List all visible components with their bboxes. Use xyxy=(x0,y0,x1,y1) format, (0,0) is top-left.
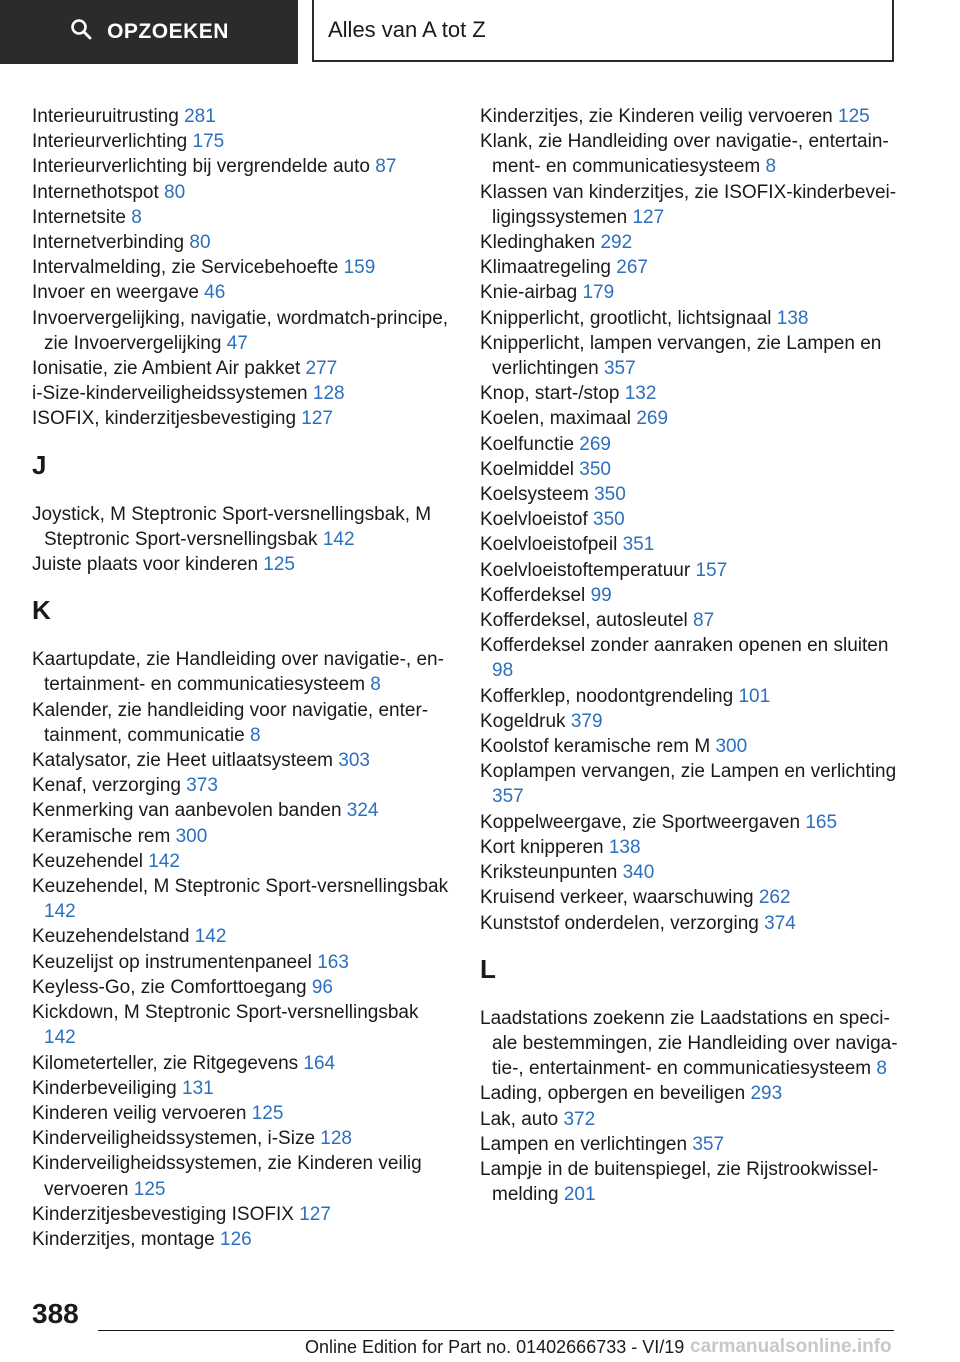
tab-label: Alles van A tot Z xyxy=(328,17,486,42)
index-entry xyxy=(480,608,900,633)
index-entry xyxy=(32,1227,452,1252)
index-entry-text: Kledinghaken xyxy=(480,232,596,254)
index-entry-text: Interieurverlichting xyxy=(32,131,188,153)
index-entry-text: ISOFIX, kinderzitjesbevestiging xyxy=(32,408,297,430)
index-entry-text: Kunststof onderdelen, verzorging xyxy=(480,912,759,934)
index-page-link[interactable]: 340 xyxy=(622,862,655,884)
index-entry xyxy=(480,306,900,331)
index-entry-text: Knipperlicht, grootlicht, lichtsignaal xyxy=(480,307,772,329)
index-entry xyxy=(32,1051,452,1076)
index-entry xyxy=(32,1126,452,1151)
index-entry-text: Keuzehendel xyxy=(32,850,143,872)
index-page-link[interactable]: 131 xyxy=(182,1077,214,1099)
index-entry xyxy=(480,759,900,809)
index-page-link[interactable]: 179 xyxy=(582,282,615,304)
edition-text: Online Edition for Part no. 01402666733 - VI/19 xyxy=(305,1337,685,1357)
index-entry-text: Koelmiddel xyxy=(480,458,574,480)
index-entry-text: Kinderzitjes, zie Kinderen veilig vervoeren xyxy=(480,106,833,127)
index-entry-text: Koppelweergave, zie Sportweergaven xyxy=(480,811,801,833)
index-page-link[interactable]: 281 xyxy=(184,106,216,127)
index-entry-text: Kinderveiligheidssystemen, i-Size xyxy=(32,1128,316,1150)
index-entry-text: Knop, start-/stop xyxy=(480,383,620,405)
index-entry-text: Kofferdeksel, autosleutel xyxy=(480,610,688,632)
index-entry xyxy=(32,255,452,280)
index-page-link[interactable]: 351 xyxy=(622,534,655,556)
index-page-link[interactable]: 267 xyxy=(616,257,648,279)
page-number: 388 xyxy=(32,1298,79,1329)
index-page-link[interactable]: 138 xyxy=(608,836,641,858)
index-entry xyxy=(480,1081,900,1106)
index-entry-text: Invoervergelijking, navigatie, wordmatch-principe, zie Invoervergelijking xyxy=(32,307,449,354)
index-entry-text: Klassen van kinderzitjes, zie ISOFIX-kinderbeveiligingssystemen xyxy=(480,181,897,228)
index-page-link[interactable]: 201 xyxy=(563,1184,596,1206)
index-entry-text: Koelsysteem xyxy=(480,484,589,506)
index-page-link[interactable]: 80 xyxy=(189,232,211,254)
index-page-link[interactable]: 142 xyxy=(44,1027,76,1049)
index-entry xyxy=(480,482,900,507)
index-page-link[interactable]: 277 xyxy=(305,358,338,380)
top-bar xyxy=(0,0,960,66)
index-entry xyxy=(32,698,452,748)
index-entry xyxy=(480,810,900,835)
index-page-link[interactable]: 357 xyxy=(692,1133,725,1155)
index-entry xyxy=(32,280,452,305)
index-entry-text: Kinderzitjes, montage xyxy=(32,1228,215,1250)
index-entry xyxy=(32,1202,452,1227)
index-page-link[interactable]: 132 xyxy=(624,383,657,405)
index-entry xyxy=(32,552,452,577)
index-entry-text: Kenmerking van aanbevolen banden xyxy=(32,800,342,822)
index-page-link[interactable]: 8 xyxy=(876,1058,887,1080)
index-page-link[interactable]: 300 xyxy=(715,736,748,758)
index-entry-text: Knipperlicht, lampen vervangen, zie Lampen en verlichtingen xyxy=(480,332,882,380)
index-entry-text: Kilometerteller, zie Ritgegevens xyxy=(32,1052,299,1074)
index-entry-text: Joystick, M Steptronic Sport-versnellingsbak, M Steptronic Sport-versnellingsbak xyxy=(32,503,432,550)
index-entry-text: Kinderen veilig vervoeren xyxy=(32,1102,247,1124)
index-entry xyxy=(480,709,900,734)
index-entry xyxy=(480,331,900,381)
index-entry xyxy=(480,406,900,431)
index-page-link[interactable]: 300 xyxy=(175,825,208,847)
index-entry-text: Lampje in de buitenspiegel, zie Rijstrookwisselmelding xyxy=(480,1158,879,1206)
index-entry-text: Ionisatie, zie Ambient Air pakket xyxy=(32,358,301,380)
tab-alles-van-a-tot-z[interactable] xyxy=(312,0,894,62)
index-page-link[interactable]: 80 xyxy=(164,181,186,203)
index-page-link[interactable]: 127 xyxy=(301,408,333,430)
index-entry xyxy=(480,1107,900,1132)
index-entry xyxy=(32,230,452,255)
index-entry xyxy=(32,306,452,356)
index-entry xyxy=(32,502,452,552)
index-entry-text: Koelvloeistofpeil xyxy=(480,534,618,556)
index-entry xyxy=(480,457,900,482)
index-page-link[interactable]: 127 xyxy=(632,206,665,228)
index-page-link[interactable]: 98 xyxy=(492,660,514,682)
index-entry xyxy=(480,860,900,885)
index-entry xyxy=(32,406,452,431)
index-entry xyxy=(480,129,900,179)
index-entry xyxy=(480,885,900,910)
index-entry xyxy=(480,633,900,683)
index-entry-text: Katalysator, zie Heet uitlaatsysteem xyxy=(32,750,333,772)
index-entry xyxy=(32,1151,452,1201)
index-entry xyxy=(32,924,452,949)
index-page-link[interactable]: 372 xyxy=(563,1108,596,1130)
index-entry-text: Internetsite xyxy=(32,206,126,228)
index-entry xyxy=(480,255,900,280)
index-page-link[interactable]: 128 xyxy=(320,1128,352,1150)
index-entry xyxy=(32,950,452,975)
search-button-label: OPZOEKEN xyxy=(107,20,229,43)
index-entry-text: Koelen, maximaal xyxy=(480,408,632,430)
index-entry-text: Keramische rem xyxy=(32,825,171,847)
index-entry-text: Kickdown, M Steptronic Sport-versnellingsbak xyxy=(32,1002,419,1024)
index-entry xyxy=(32,647,452,697)
index-page-link[interactable]: 269 xyxy=(579,433,611,455)
index-entry-text: Lampen en verlichtingen xyxy=(480,1133,688,1155)
index-page-link[interactable]: 175 xyxy=(192,131,225,153)
index-page-link[interactable]: 269 xyxy=(636,408,669,430)
index-letter-heading: K xyxy=(32,595,51,626)
index-page-link[interactable]: 293 xyxy=(750,1083,783,1105)
index-entry-text: Kofferdeksel xyxy=(480,584,586,606)
index-entry xyxy=(480,1006,900,1082)
index-page-link[interactable]: 46 xyxy=(204,282,226,304)
index-entry-text: Koplampen vervangen, zie Lampen en verlichting xyxy=(480,761,897,783)
index-entry xyxy=(32,748,452,773)
index-entry xyxy=(480,180,900,230)
index-entry xyxy=(32,1101,452,1126)
index-entry xyxy=(480,734,900,759)
index-page-link[interactable]: 164 xyxy=(303,1052,336,1074)
index-entry xyxy=(32,1076,452,1101)
index-page-link[interactable]: 87 xyxy=(375,156,397,178)
index-page-link[interactable]: 357 xyxy=(603,358,636,380)
search-icon xyxy=(69,17,93,47)
index-entry xyxy=(32,874,452,924)
index-page-link[interactable]: 142 xyxy=(44,901,76,923)
index-page-link[interactable]: 8 xyxy=(249,724,261,746)
search-button[interactable] xyxy=(0,0,298,64)
index-entry-text: Kenaf, verzorging xyxy=(32,775,181,797)
index-page-link[interactable]: 99 xyxy=(590,584,612,606)
index-entry xyxy=(32,381,452,406)
index-entry-text: Keyless-Go, zie Comforttoegang xyxy=(32,976,307,998)
index-page-link[interactable]: 373 xyxy=(186,775,218,797)
index-entry xyxy=(480,835,900,860)
index-page-link[interactable]: 350 xyxy=(579,458,611,480)
index-column-left xyxy=(32,104,452,1252)
index-page-link[interactable]: 142 xyxy=(148,850,180,872)
index-entry-text: Koelvloeistoftemperatuur xyxy=(480,559,691,581)
index-page-link[interactable]: 324 xyxy=(346,800,379,822)
index-entry xyxy=(480,911,900,936)
index-entry xyxy=(32,129,452,154)
index-entry-text: Laadstations zoekenn zie Laadstations en speciale bestemmingen, zie Handleiding over navigatie-, entertainment- en communicatiesysteem xyxy=(480,1007,898,1080)
index-letter-heading: L xyxy=(480,953,496,984)
index-entry xyxy=(480,432,900,457)
index-entry xyxy=(32,798,452,823)
index-entry xyxy=(480,583,900,608)
index-entry-text: Kinderbeveiliging xyxy=(32,1077,177,1099)
index-entry-text: Juiste plaats voor kinderen xyxy=(32,554,259,576)
index-page-link[interactable]: 374 xyxy=(764,912,796,934)
index-entry-text: Invoer en weergave xyxy=(32,282,199,304)
index-page-link[interactable]: 87 xyxy=(693,610,715,632)
index-page-link[interactable]: 47 xyxy=(226,332,248,354)
index-letter-heading: J xyxy=(32,449,47,480)
index-page-link[interactable]: 128 xyxy=(312,383,345,405)
index-entry-text: Kort knipperen xyxy=(480,836,604,858)
index-page-link[interactable]: 157 xyxy=(695,559,728,581)
index-page-link[interactable]: 125 xyxy=(838,106,870,127)
index-entry-text: Intervalmelding, zie Servicebehoefte xyxy=(32,257,339,279)
index-entry xyxy=(480,381,900,406)
index-page-link[interactable]: 142 xyxy=(194,926,227,948)
index-entry-text: Koolstof keramische rem M xyxy=(480,736,711,758)
index-page-link[interactable]: 126 xyxy=(220,1228,252,1250)
index-entry-text: Klimaatregeling xyxy=(480,257,611,279)
index-entry-text: Knie-airbag xyxy=(480,282,578,304)
index-page-link[interactable]: 303 xyxy=(338,750,370,772)
index-page-link[interactable]: 357 xyxy=(492,786,524,808)
index-entry-text: Lak, auto xyxy=(480,1108,559,1130)
index-entry xyxy=(480,532,900,557)
index-entry-text: Internetverbinding xyxy=(32,232,185,254)
index-entry xyxy=(32,104,452,129)
index-entry xyxy=(480,230,900,255)
index-entry xyxy=(32,975,452,1000)
index-page-link[interactable]: 125 xyxy=(263,554,295,576)
index-entry xyxy=(32,824,452,849)
index-page-link[interactable]: 165 xyxy=(805,811,838,833)
index-page-link[interactable]: 350 xyxy=(594,484,626,506)
index-entry xyxy=(32,356,452,381)
index-entry xyxy=(32,849,452,874)
index-entry-text: i-Size-kinderveiligheidssystemen xyxy=(32,383,308,405)
index-entry-text: Kofferdeksel zonder aanraken openen en sluiten xyxy=(480,635,889,657)
index-entry xyxy=(480,558,900,583)
index-page-link[interactable]: 163 xyxy=(317,951,349,973)
index-column-right xyxy=(480,104,900,1207)
index-page-link[interactable]: 96 xyxy=(311,976,333,998)
index-entry-text: Keuzelijst op instrumentenpaneel xyxy=(32,951,312,973)
index-entry xyxy=(32,1000,452,1050)
footer-divider xyxy=(98,1330,894,1331)
index-page-link[interactable]: 125 xyxy=(133,1178,166,1200)
index-page-link[interactable]: 125 xyxy=(251,1102,284,1124)
index-entry xyxy=(32,773,452,798)
watermark: carmanualsonline.info xyxy=(690,1336,892,1357)
index-entry xyxy=(480,1157,900,1207)
index-page-link[interactable]: 292 xyxy=(600,232,633,254)
index-entry-text: Kogeldruk xyxy=(480,710,566,732)
index-page-link[interactable]: 101 xyxy=(738,685,771,707)
index-entry-text: Kinderzitjesbevestiging ISOFIX xyxy=(32,1203,294,1225)
index-entry xyxy=(480,1132,900,1157)
index-page-link[interactable]: 379 xyxy=(570,710,603,732)
index-entry xyxy=(32,205,452,230)
index-page-link[interactable]: 8 xyxy=(370,674,381,696)
index-page-link[interactable]: 350 xyxy=(593,509,625,531)
index-page-link[interactable]: 159 xyxy=(343,257,376,279)
index-entry-text: Kruisend verkeer, waarschuwing xyxy=(480,887,754,909)
index-entry xyxy=(480,104,900,129)
index-page-link[interactable]: 142 xyxy=(322,528,355,550)
index-entry-text: Lading, opbergen en beveiligen xyxy=(480,1083,746,1105)
index-entry xyxy=(480,280,900,305)
index-page-link[interactable]: 8 xyxy=(131,206,142,228)
index-entry xyxy=(32,180,452,205)
index-entry-text: Interieuruitrusting xyxy=(32,106,179,127)
index-page-link[interactable]: 8 xyxy=(765,156,777,178)
index-page-link[interactable]: 138 xyxy=(776,307,809,329)
index-entry-text: Kalender, zie handleiding voor navigatie, entertainment, communicatie xyxy=(32,699,429,746)
index-entry-text: Interieurverlichting bij vergrendelde auto xyxy=(32,156,370,178)
index-entry-text: Koelfunctie xyxy=(480,433,575,455)
index-page-link[interactable]: 262 xyxy=(758,887,791,909)
index-entry-text: Kaartupdate, zie Handleiding over navigatie-, entertainment- en communicatiesysteem xyxy=(32,649,444,696)
index-entry xyxy=(480,507,900,532)
index-entry-text: Keuzehendelstand xyxy=(32,926,190,948)
index-entry-text: Klank, zie Handleiding over navigatie-, entertainment- en communicatiesysteem xyxy=(480,131,889,178)
index-entry-text: Keuzehendel, M Steptronic Sport-versnellingsbak xyxy=(32,876,449,898)
index-entry-text: Koelvloeistof xyxy=(480,509,588,531)
index-entry xyxy=(480,684,900,709)
index-entry-text: Kriksteunpunten xyxy=(480,862,618,884)
index-page-link[interactable]: 127 xyxy=(299,1203,331,1225)
index-entry-text: Kinderveiligheidssystemen, zie Kinderen veilig vervoeren xyxy=(32,1153,422,1200)
index-entry-text: Kofferklep, noodontgrendeling xyxy=(480,685,734,707)
index-entry-text: Internethotspot xyxy=(32,181,159,203)
index-entry xyxy=(32,154,452,179)
